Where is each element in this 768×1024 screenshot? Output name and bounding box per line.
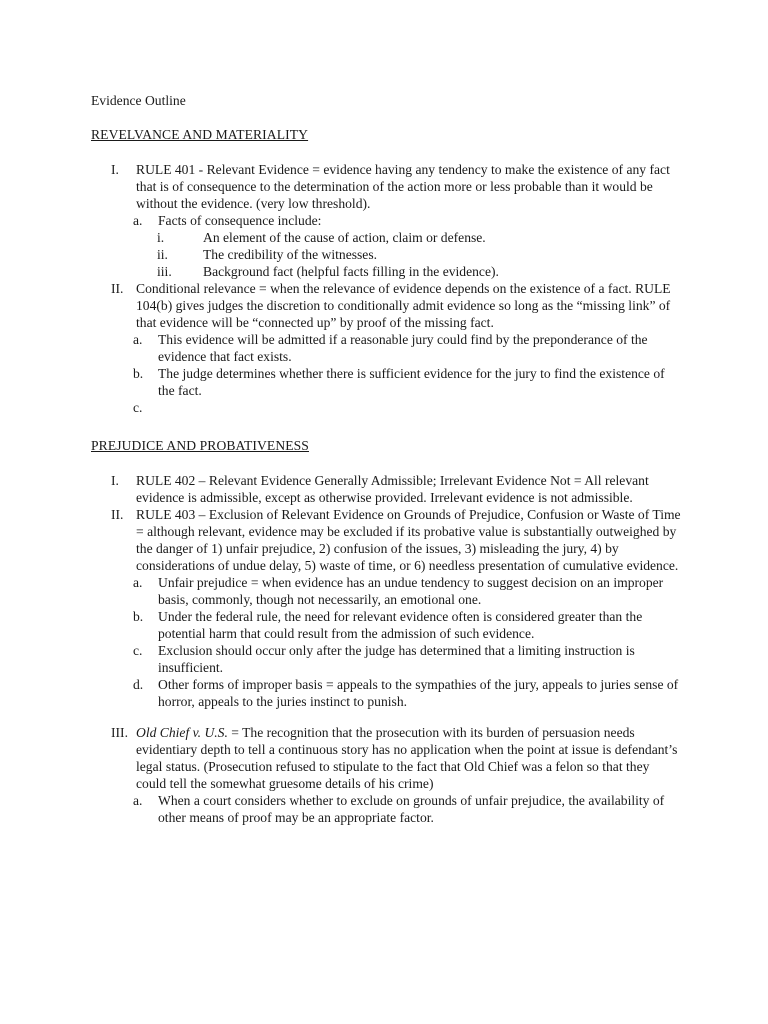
- outline-subitem: [111, 365, 681, 399]
- item-text: = The recognition that the prosecution with its burden of persuasion needs evidentiary depth to tell a continuous story has no application when the point at issue is defendant’s legal status. (Prosecution refused to stipulate to the fact that Old Chief was a felon so that they could tell the somewhat gruesome details of his crime): [136, 725, 678, 791]
- item-marker: iii.: [157, 264, 172, 279]
- item-text: Background fact (helpful facts filling in the evidence).: [203, 264, 499, 279]
- item-marker: b.: [133, 609, 144, 624]
- item-text: Exclusion should occur only after the judge has determined that a limiting instruction is insufficient.: [158, 643, 635, 675]
- item-text: Facts of consequence include:: [158, 213, 322, 228]
- outline-subsubitem: [111, 229, 681, 246]
- item-marker: I.: [111, 473, 119, 488]
- item-marker: d.: [133, 677, 144, 692]
- item-marker: I.: [111, 162, 119, 177]
- item-text: RULE 402 – Relevant Evidence Generally Admissible; Irrelevant Evidence Not = All relevant evidence is admissible, except as otherwise provided. Irrelevant evidence is not admissible.: [136, 473, 649, 505]
- outline-subitem: [111, 399, 681, 416]
- item-marker: II.: [111, 281, 124, 296]
- outline-item: [111, 161, 681, 212]
- item-marker: II.: [111, 507, 124, 522]
- case-name: Old Chief v. U.S.: [136, 725, 228, 740]
- item-marker: c.: [133, 643, 143, 658]
- item-marker: i.: [157, 230, 165, 245]
- outline-item: [111, 724, 681, 792]
- item-text: RULE 401 - Relevant Evidence = evidence having any tendency to make the existence of any fact that is of consequence to the determination of the action more or less probable than it would be without the evidence. (very low threshold).: [136, 162, 670, 211]
- outline-item: [111, 280, 681, 331]
- item-text: Under the federal rule, the need for relevant evidence often is considered greater than the potential harm that could result from the admission of such evidence.: [158, 609, 643, 641]
- item-marker: III.: [111, 725, 128, 740]
- item-text: Conditional relevance = when the relevance of evidence depends on the existence of a fact. RULE 104(b) gives judges the discretion to conditionally admit evidence so long as the “missing link” of that evidence will be “connected up” by proof of the missing fact.: [136, 281, 671, 330]
- document-title: Evidence Outline: [91, 93, 186, 108]
- item-text: An element of the cause of action, claim or defense.: [203, 230, 486, 245]
- spacer: [111, 710, 681, 724]
- item-text: The judge determines whether there is sufficient evidence for the jury to find the existence of the fact.: [158, 366, 665, 398]
- section-heading-prejudice: PREJUDICE AND PROBATIVENESS: [91, 438, 309, 453]
- section-heading-relevance: REVELVANCE AND MATERIALITY: [91, 127, 309, 142]
- outline-subitem: [111, 574, 681, 608]
- outline-subsubitem: [111, 263, 681, 280]
- item-marker: a.: [133, 213, 143, 228]
- outline-relevance: [111, 161, 681, 416]
- outline-subitem: [111, 212, 681, 229]
- outline-subitem: [111, 331, 681, 365]
- item-marker: a.: [133, 332, 143, 347]
- outline-subitem: [111, 642, 681, 676]
- item-marker: ii.: [157, 247, 168, 262]
- item-text: The credibility of the witnesses.: [203, 247, 378, 262]
- item-marker: a.: [133, 793, 143, 808]
- item-marker: c.: [133, 400, 143, 415]
- outline-subsubitem: [111, 246, 681, 263]
- outline-item: [111, 506, 681, 574]
- item-text: Unfair prejudice = when evidence has an undue tendency to suggest decision on an improper basis, commonly, though not necessarily, an emotional one.: [158, 575, 664, 607]
- item-text: RULE 403 – Exclusion of Relevant Evidence on Grounds of Prejudice, Confusion or Waste of Time = although relevant, evidence may be excluded if its probative value is substantially outweighed by the danger of 1) unfair prejudice, 2) confusion of the issues, 3) misleading the jury, 4) by considerations of undue delay, 5) waste of time, or 6) needless presentation of cumulative evidence.: [136, 507, 681, 573]
- outline-subitem: [111, 792, 681, 826]
- outline-prejudice: [111, 472, 681, 826]
- item-marker: a.: [133, 575, 143, 590]
- item-text: When a court considers whether to exclude on grounds of unfair prejudice, the availability of other means of proof may be an appropriate factor.: [158, 793, 665, 825]
- item-marker: b.: [133, 366, 144, 381]
- outline-item: [111, 472, 681, 506]
- item-text: Other forms of improper basis = appeals to the sympathies of the jury, appeals to juries sense of horror, appeals to the juries instinct to punish.: [158, 677, 679, 709]
- item-text: This evidence will be admitted if a reasonable jury could find by the preponderance of the evidence that fact exists.: [158, 332, 648, 364]
- outline-subitem: [111, 676, 681, 710]
- outline-subitem: [111, 608, 681, 642]
